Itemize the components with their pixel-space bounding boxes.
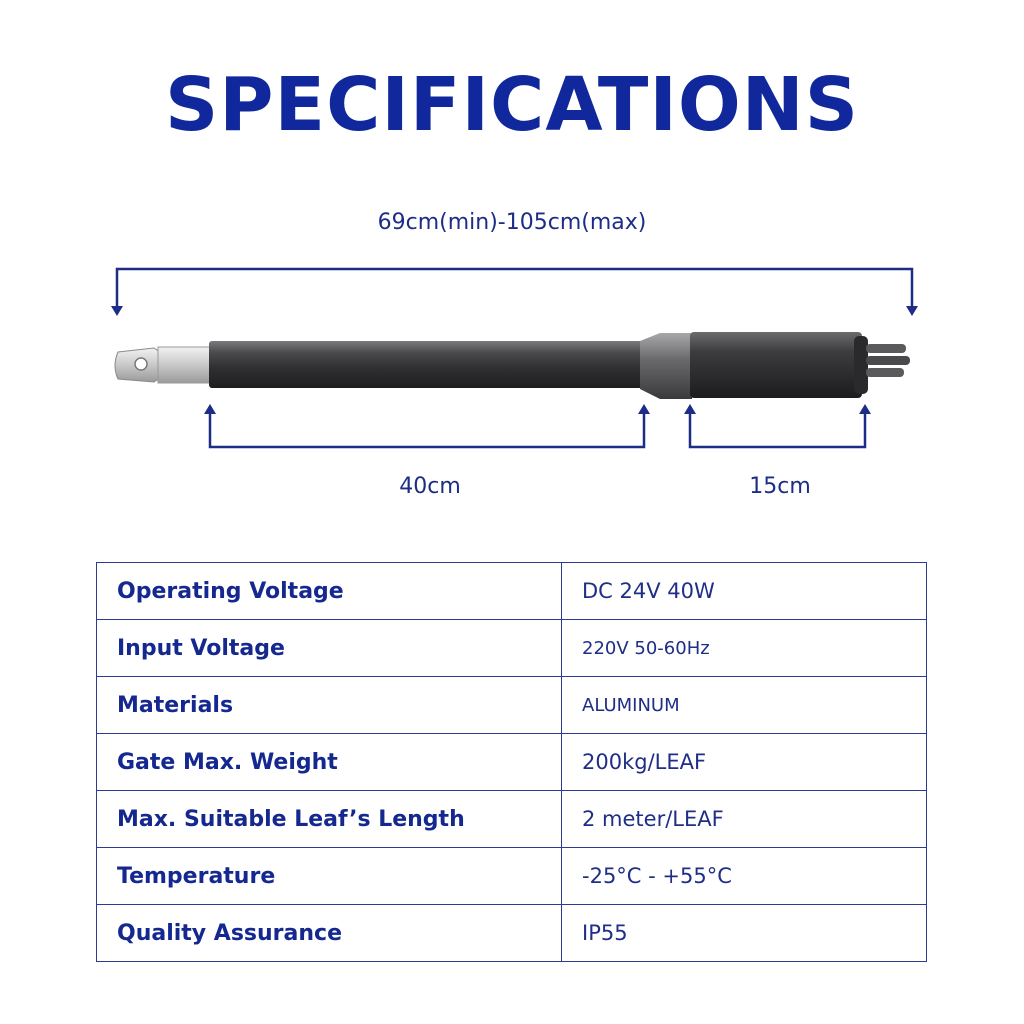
actuator-image bbox=[115, 332, 910, 399]
spec-label: Gate Max. Weight bbox=[97, 734, 562, 791]
spec-value: 200kg/LEAF bbox=[562, 734, 927, 791]
spec-label: Max. Suitable Leaf’s Length bbox=[97, 791, 562, 848]
spec-label: Operating Voltage bbox=[97, 563, 562, 620]
table-row bbox=[97, 563, 927, 620]
spec-value: 220V 50-60Hz bbox=[562, 620, 927, 677]
spec-value: ALUMINUM bbox=[562, 677, 927, 734]
spec-value: DC 24V 40W bbox=[562, 563, 927, 620]
rod-length-bracket bbox=[204, 404, 650, 447]
spec-value: -25°C - +55°C bbox=[562, 848, 927, 905]
specifications-table bbox=[96, 562, 927, 962]
spec-label: Temperature bbox=[97, 848, 562, 905]
rod-length-label: 40cm bbox=[399, 474, 461, 499]
total-length-bracket bbox=[111, 269, 918, 316]
spec-label: Materials bbox=[97, 677, 562, 734]
total-length-label: 69cm(min)-105cm(max) bbox=[377, 210, 647, 235]
spec-label: Input Voltage bbox=[97, 620, 562, 677]
table-row bbox=[97, 734, 927, 791]
spec-value: 2 meter/LEAF bbox=[562, 791, 927, 848]
motor-length-label: 15cm bbox=[749, 474, 811, 499]
page-title: SPECIFICATIONS bbox=[165, 62, 859, 148]
table-row bbox=[97, 677, 927, 734]
table-row bbox=[97, 620, 927, 677]
table-row bbox=[97, 848, 927, 905]
motor-length-bracket bbox=[684, 404, 871, 447]
table-row bbox=[97, 791, 927, 848]
spec-value: IP55 bbox=[562, 905, 927, 962]
table-row bbox=[97, 905, 927, 962]
spec-label: Quality Assurance bbox=[97, 905, 562, 962]
